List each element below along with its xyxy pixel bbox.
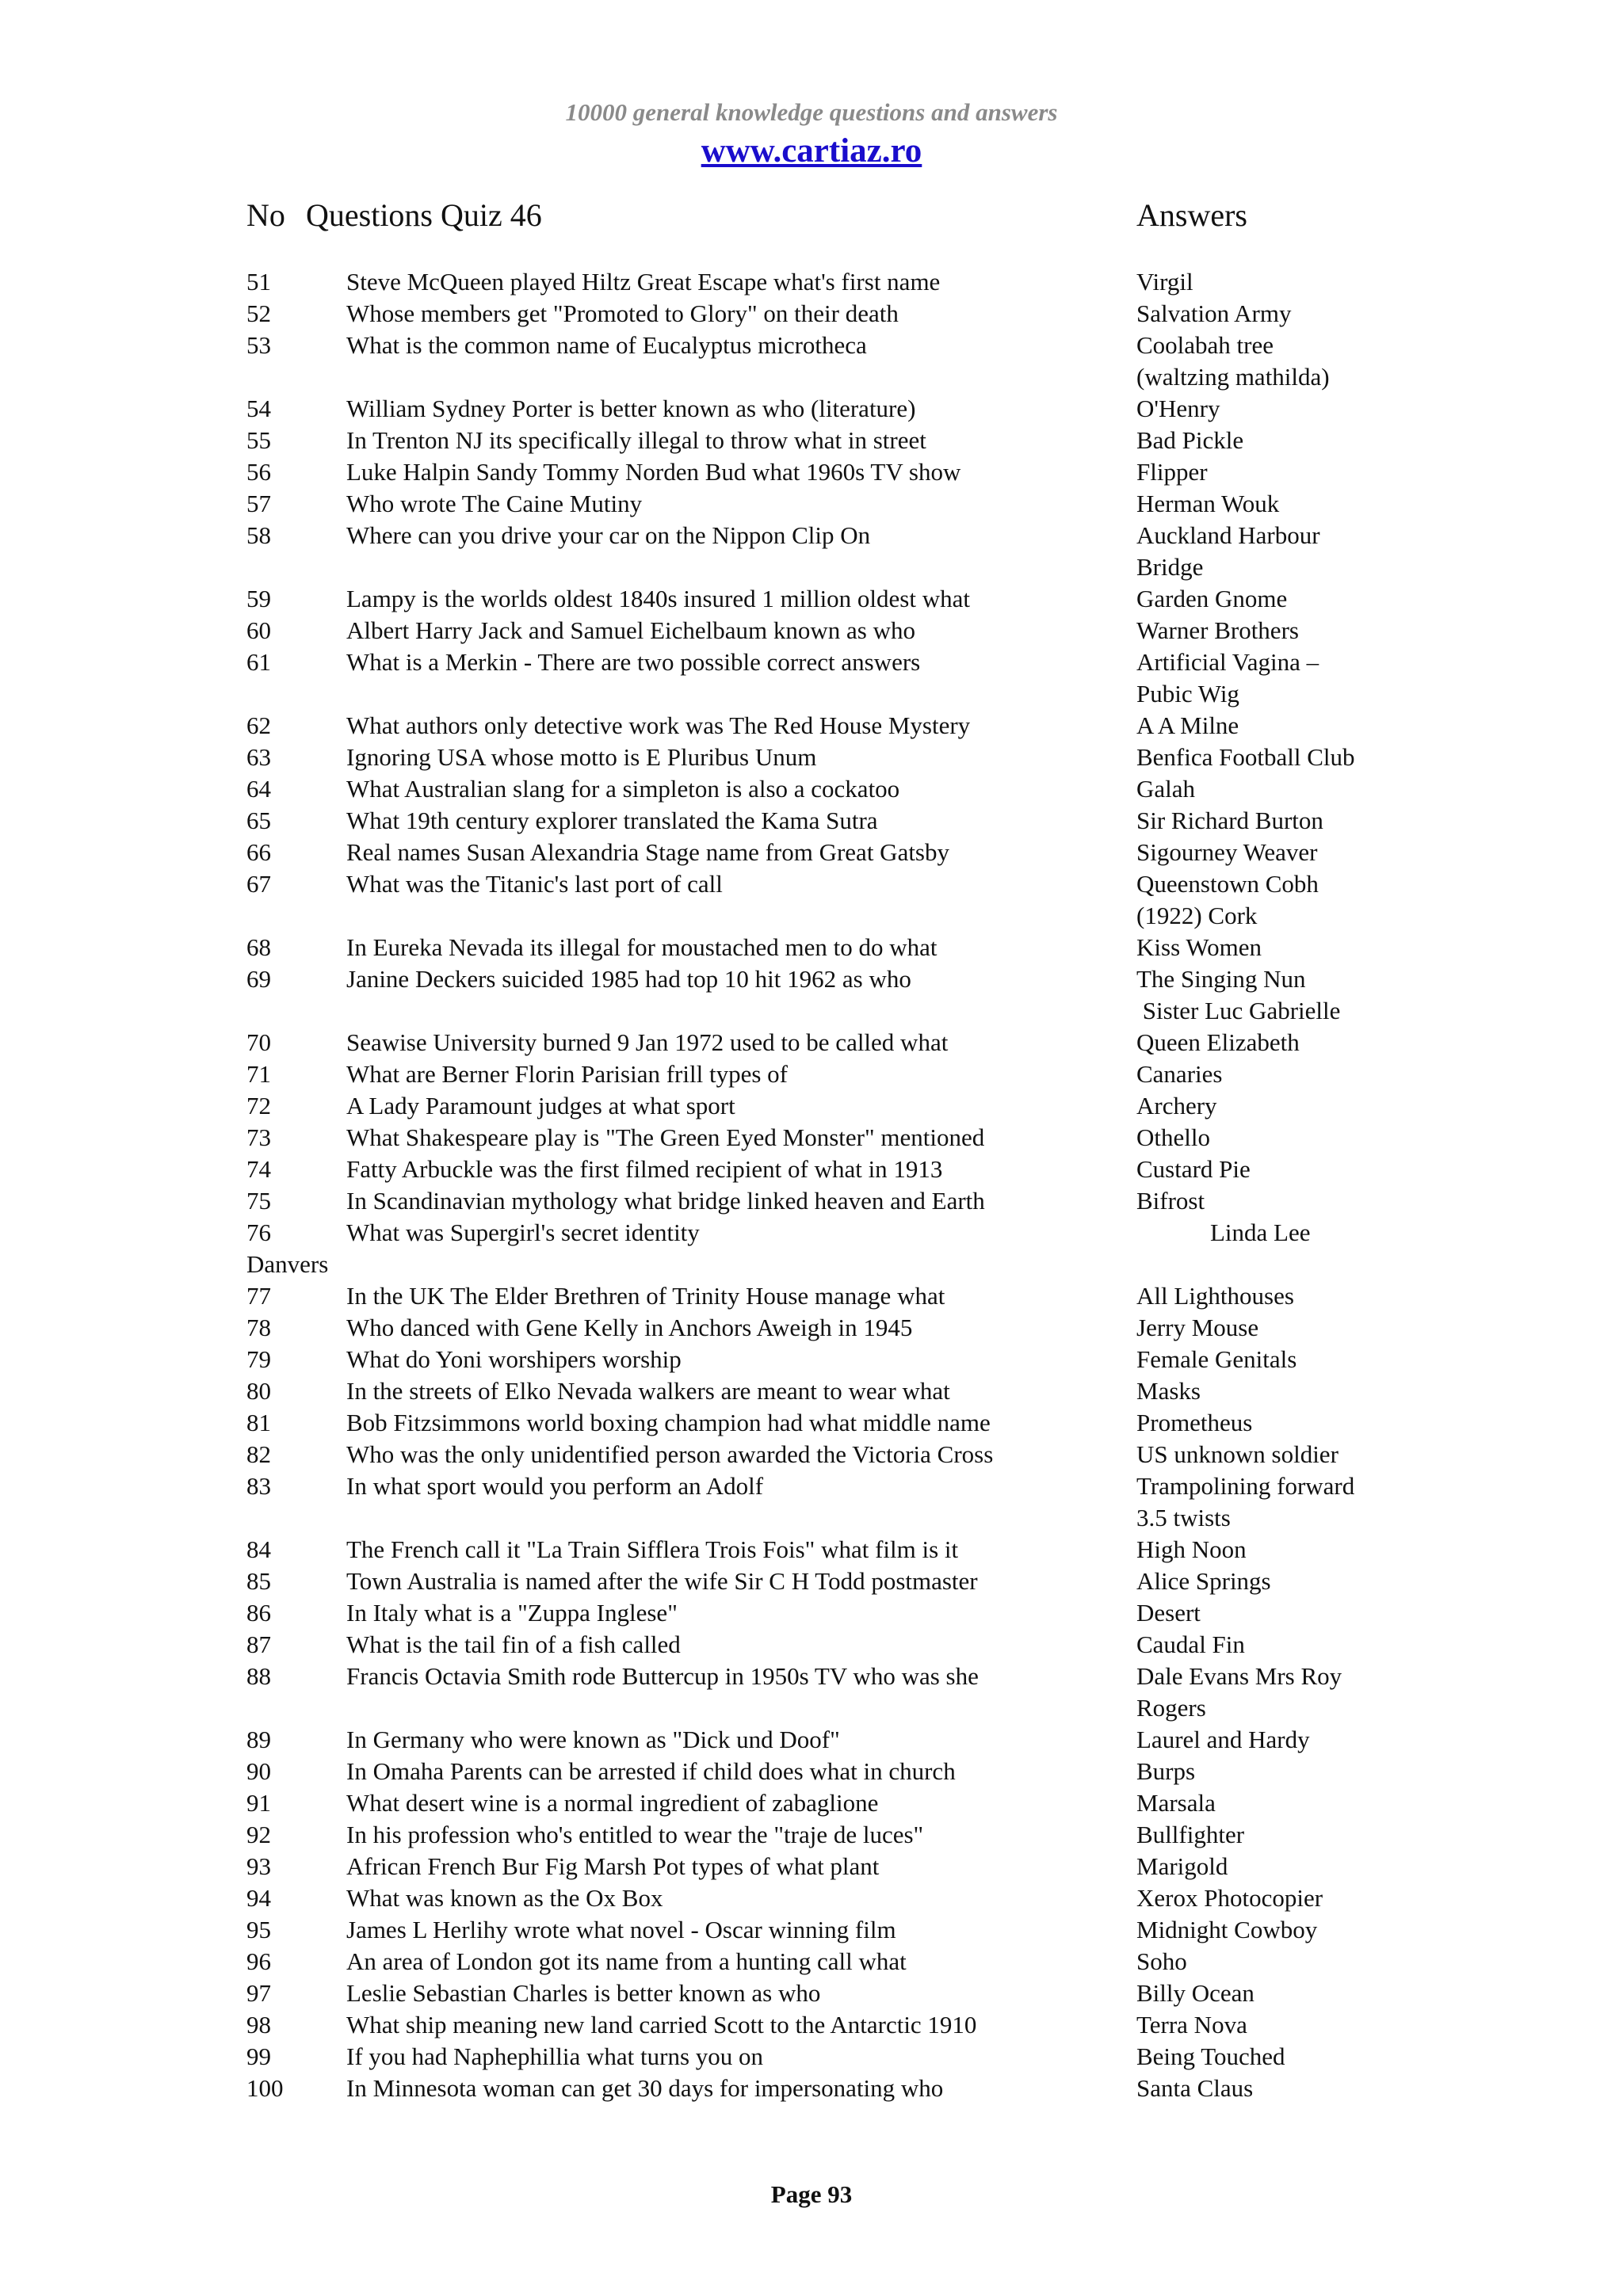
table-row: [0, 1154, 1623, 1185]
table-row: [0, 456, 1623, 488]
table-row: [0, 1914, 1623, 1946]
table-row: [0, 330, 1623, 393]
table-row: [0, 1851, 1623, 1882]
table-row: [0, 1724, 1623, 1756]
question-text: Leslie Sebastian Charles is better known as who: [346, 1979, 821, 2007]
answer-text: A A Milne: [1136, 711, 1239, 739]
question-text: What authors only detective work was The Red House Mystery: [346, 711, 971, 739]
answer-text: Santa Claus: [1136, 2074, 1254, 2102]
question-number: 95: [246, 1916, 271, 1943]
question-number: 62: [246, 711, 271, 739]
answer-text: Prometheus: [1136, 1409, 1253, 1436]
table-row: [0, 1661, 1623, 1724]
question-text: In the streets of Elko Nevada walkers are meant to wear what: [346, 1377, 950, 1405]
table-row: [0, 1090, 1623, 1122]
question-number: 64: [246, 775, 271, 803]
question-text: What are Berner Florin Parisian frill types of: [346, 1060, 788, 1088]
answer-text: Being Touched: [1136, 2042, 1285, 2070]
question-text: Fatty Arbuckle was the first filmed recipient of what in 1913: [346, 1155, 943, 1183]
table-row: [0, 615, 1623, 646]
table-row: [0, 1787, 1623, 1819]
question-text: In Scandinavian mythology what bridge linked heaven and Earth: [346, 1187, 985, 1215]
question-number: 78: [246, 1314, 271, 1341]
answer-text: Canaries: [1136, 1060, 1223, 1088]
answer-text: Alice Springs: [1136, 1567, 1271, 1595]
question-number: 73: [246, 1123, 271, 1151]
question-number: 70: [246, 1028, 271, 1056]
question-number: 75: [246, 1187, 271, 1215]
answer-text: Bad Pickle: [1136, 426, 1244, 454]
question-number: 63: [246, 743, 271, 771]
table-row: [0, 1946, 1623, 1978]
question-text: What is the tail fin of a fish called: [346, 1630, 681, 1658]
table-row: [0, 1597, 1623, 1629]
answer-text: Archery: [1136, 1092, 1217, 1119]
table-row: [0, 1566, 1623, 1597]
table-row: [0, 425, 1623, 456]
answer-text: Benfica Football Club: [1136, 743, 1355, 771]
answer-text: O'Henry: [1136, 395, 1220, 422]
question-number: 56: [246, 458, 271, 486]
website-link[interactable]: www.cartiaz.ro: [701, 132, 922, 170]
question-number: 93: [246, 1852, 271, 1880]
answer-text: Flipper: [1136, 458, 1208, 486]
question-text: An area of London got its name from a hunting call what: [346, 1947, 907, 1975]
column-header-no: No: [246, 197, 285, 233]
question-text: In Italy what is a "Zuppa Inglese": [346, 1599, 678, 1627]
answer-text: Jerry Mouse: [1136, 1314, 1259, 1341]
answer-text: Dale Evans Mrs Roy: [1136, 1662, 1342, 1690]
table-row: [0, 393, 1623, 425]
question-text: In his profession who's entitled to wear the "traje de luces": [346, 1821, 924, 1848]
table-row: [0, 298, 1623, 330]
question-text: Seawise University burned 9 Jan 1972 used to be called what: [346, 1028, 949, 1056]
question-text: In what sport would you perform an Adolf: [346, 1472, 764, 1500]
table-row: [0, 1217, 1623, 1280]
question-text: What is a Merkin - There are two possible correct answers: [346, 648, 921, 676]
answer-text-wrapped: Danvers: [246, 1250, 329, 1278]
question-text: What Australian slang for a simpleton is also a cockatoo: [346, 775, 900, 803]
question-number: 84: [246, 1535, 271, 1563]
question-number: 69: [246, 965, 271, 993]
answer-text: High Noon: [1136, 1535, 1247, 1563]
question-number: 74: [246, 1155, 271, 1183]
table-row: [0, 1534, 1623, 1566]
table-row: [0, 1312, 1623, 1344]
question-text: Bob Fitzsimmons world boxing champion had what middle name: [346, 1409, 991, 1436]
page-number: Page 93: [770, 2180, 853, 2208]
answer-text: Terra Nova: [1136, 2011, 1247, 2039]
answer-text: (waltzing mathilda): [1136, 363, 1330, 391]
question-number: 53: [246, 331, 271, 359]
answer-text: Garden Gnome: [1136, 585, 1288, 612]
column-header-questions: Questions Quiz 46: [306, 197, 542, 233]
answer-text: Desert: [1136, 1599, 1201, 1627]
question-text: What was known as the Ox Box: [346, 1884, 663, 1912]
question-number: 58: [246, 521, 271, 549]
table-row: [0, 710, 1623, 742]
question-number: 77: [246, 1282, 271, 1310]
table-row: [0, 773, 1623, 805]
answer-text: Female Genitals: [1136, 1345, 1297, 1373]
question-text: Who wrote The Caine Mutiny: [346, 490, 643, 517]
question-number: 86: [246, 1599, 271, 1627]
question-text: Real names Susan Alexandria Stage name from Great Gatsby: [346, 838, 949, 866]
table-row: [0, 646, 1623, 710]
question-text: Where can you drive your car on the Nippon Clip On: [346, 521, 871, 549]
question-text: What was the Titanic's last port of call: [346, 870, 723, 898]
question-text: Albert Harry Jack and Samuel Eichelbaum known as who: [346, 616, 915, 644]
answer-text: Soho: [1136, 1947, 1187, 1975]
question-number: 66: [246, 838, 271, 866]
answer-text: Coolabah tree: [1136, 331, 1274, 359]
answer-text: Marsala: [1136, 1789, 1216, 1817]
table-row: [0, 932, 1623, 963]
table-row: [0, 1882, 1623, 1914]
table-row: [0, 805, 1623, 837]
question-number: 68: [246, 933, 271, 961]
question-text: William Sydney Porter is better known as who (literature): [346, 395, 916, 422]
question-number: 60: [246, 616, 271, 644]
table-row: [0, 1122, 1623, 1154]
table-row: [0, 1629, 1623, 1661]
table-row: [0, 742, 1623, 773]
table-row: [0, 583, 1623, 615]
question-text: In Eureka Nevada its illegal for moustached men to do what: [346, 933, 938, 961]
question-text: What Shakespeare play is "The Green Eyed Monster" mentioned: [346, 1123, 985, 1151]
answer-text: US unknown soldier: [1136, 1440, 1338, 1468]
question-text: What was Supergirl's secret identity: [346, 1219, 700, 1246]
question-text: What 19th century explorer translated the Kama Sutra: [346, 807, 878, 834]
question-text: In Germany who were known as "Dick und Doof": [346, 1726, 840, 1753]
question-text: In Trenton NJ its specifically illegal to throw what in street: [346, 426, 926, 454]
question-number: 83: [246, 1472, 271, 1500]
question-text: A Lady Paramount judges at what sport: [346, 1092, 735, 1119]
question-text: Town Australia is named after the wife Sir C H Todd postmaster: [346, 1567, 978, 1595]
question-number: 88: [246, 1662, 271, 1690]
answer-text: Rogers: [1136, 1694, 1206, 1722]
answer-text: Othello: [1136, 1123, 1210, 1151]
answer-text: Linda Lee: [1136, 1219, 1311, 1246]
question-text: African French Bur Fig Marsh Pot types of what plant: [346, 1852, 880, 1880]
question-text: Whose members get "Promoted to Glory" on their death: [346, 299, 899, 327]
question-text: Janine Deckers suicided 1985 had top 10 hit 1962 as who: [346, 965, 911, 993]
column-header-answers: Answers: [1136, 197, 1247, 233]
answer-text: Virgil: [1136, 268, 1193, 296]
answer-text: (1922) Cork: [1136, 902, 1258, 929]
question-number: 92: [246, 1821, 271, 1848]
question-number: 59: [246, 585, 271, 612]
question-number: 71: [246, 1060, 271, 1088]
question-text: What ship meaning new land carried Scott to the Antarctic 1910: [346, 2011, 977, 2039]
question-text: Francis Octavia Smith rode Buttercup in 1950s TV who was she: [346, 1662, 979, 1690]
answer-text: Salvation Army: [1136, 299, 1292, 327]
question-number: 67: [246, 870, 271, 898]
question-text: In Minnesota woman can get 30 days for impersonating who: [346, 2074, 944, 2102]
table-row: [0, 1407, 1623, 1439]
answer-text: Bridge: [1136, 553, 1204, 581]
table-row: [0, 266, 1623, 298]
question-text: Lampy is the worlds oldest 1840s insured 1 million oldest what: [346, 585, 970, 612]
table-row: [0, 868, 1623, 932]
answer-text: Sigourney Weaver: [1136, 838, 1318, 866]
table-row: [0, 520, 1623, 583]
question-text: Steve McQueen played Hiltz Great Escape what's first name: [346, 268, 941, 296]
answer-text: Burps: [1136, 1757, 1196, 1785]
question-number: 82: [246, 1440, 271, 1468]
question-text: If you had Naphephillia what turns you on: [346, 2042, 764, 2070]
question-number: 91: [246, 1789, 271, 1817]
question-number: 65: [246, 807, 271, 834]
answer-text: Midnight Cowboy: [1136, 1916, 1318, 1943]
question-text: What do Yoni worshipers worship: [346, 1345, 682, 1373]
answer-text: Queen Elizabeth: [1136, 1028, 1300, 1056]
table-row: [0, 1185, 1623, 1217]
question-number: 89: [246, 1726, 271, 1753]
answer-text: Bifrost: [1136, 1187, 1205, 1215]
question-text: In Omaha Parents can be arrested if child does what in church: [346, 1757, 956, 1785]
question-number: 51: [246, 268, 271, 296]
question-number: 90: [246, 1757, 271, 1785]
question-text: Luke Halpin Sandy Tommy Norden Bud what 1960s TV show: [346, 458, 961, 486]
question-number: 97: [246, 1979, 271, 2007]
answer-text: Marigold: [1136, 1852, 1228, 1880]
answer-text: Herman Wouk: [1136, 490, 1280, 517]
answer-text: Kiss Women: [1136, 933, 1262, 961]
table-row: [0, 963, 1623, 1027]
question-text: In the UK The Elder Brethren of Trinity House manage what: [346, 1282, 945, 1310]
question-number: 94: [246, 1884, 271, 1912]
table-row: [0, 2009, 1623, 2041]
answer-text: Queenstown Cobh: [1136, 870, 1319, 898]
question-number: 81: [246, 1409, 271, 1436]
answer-text: Sir Richard Burton: [1136, 807, 1323, 834]
table-row: [0, 1058, 1623, 1090]
question-number: 61: [246, 648, 271, 676]
question-number: 98: [246, 2011, 271, 2039]
question-text: What desert wine is a normal ingredient of zabaglione: [346, 1789, 879, 1817]
answer-text: The Singing Nun: [1136, 965, 1306, 993]
question-number: 52: [246, 299, 271, 327]
answer-text: Trampolining forward: [1136, 1472, 1355, 1500]
question-number: 99: [246, 2042, 271, 2070]
question-text: Ignoring USA whose motto is E Pluribus Unum: [346, 743, 817, 771]
answer-text: Masks: [1136, 1377, 1201, 1405]
table-row: [0, 1280, 1623, 1312]
answer-text: Caudal Fin: [1136, 1630, 1245, 1658]
table-row: [0, 1978, 1623, 2009]
question-number: 57: [246, 490, 271, 517]
question-text: What is the common name of Eucalyptus microtheca: [346, 331, 867, 359]
answer-text: Pubic Wig: [1136, 680, 1239, 707]
answer-text: Auckland Harbour: [1136, 521, 1320, 549]
table-row: [0, 1819, 1623, 1851]
table-row: [0, 488, 1623, 520]
question-number: 76: [246, 1219, 271, 1246]
question-number: 72: [246, 1092, 271, 1119]
quiz-table: [0, 266, 1623, 2104]
question-number: 85: [246, 1567, 271, 1595]
table-row: [0, 1756, 1623, 1787]
answer-text: Artificial Vagina –: [1136, 648, 1319, 676]
question-text: Who was the only unidentified person awarded the Victoria Cross: [346, 1440, 994, 1468]
question-text: The French call it "La Train Sifflera Trois Fois" what film is it: [346, 1535, 959, 1563]
question-number: 79: [246, 1345, 271, 1373]
table-row: [0, 1375, 1623, 1407]
answer-text: Custard Pie: [1136, 1155, 1251, 1183]
table-row: [0, 1470, 1623, 1534]
answer-text: Warner Brothers: [1136, 616, 1299, 644]
question-text: James L Herlihy wrote what novel - Oscar winning film: [346, 1916, 896, 1943]
answer-text: Bullfighter: [1136, 1821, 1245, 1848]
answer-text: 3.5 twists: [1136, 1504, 1231, 1531]
table-row: [0, 1344, 1623, 1375]
table-row: [0, 1439, 1623, 1470]
answer-text: Galah: [1136, 775, 1196, 803]
question-number: 96: [246, 1947, 271, 1975]
question-number: 80: [246, 1377, 271, 1405]
answer-text: Laurel and Hardy: [1136, 1726, 1310, 1753]
answer-text: Xerox Photocopier: [1136, 1884, 1323, 1912]
answer-text: Billy Ocean: [1136, 1979, 1254, 2007]
answer-text: All Lighthouses: [1136, 1282, 1294, 1310]
table-row: [0, 1027, 1623, 1058]
question-text: Who danced with Gene Kelly in Anchors Aweigh in 1945: [346, 1314, 913, 1341]
table-row: [0, 2073, 1623, 2104]
question-number: 100: [246, 2074, 284, 2102]
document-subtitle: 10000 general knowledge questions and answers: [565, 98, 1058, 126]
question-number: 54: [246, 395, 271, 422]
table-row: [0, 2041, 1623, 2073]
question-number: 55: [246, 426, 271, 454]
question-number: 87: [246, 1630, 271, 1658]
answer-text: Sister Luc Gabrielle: [1136, 997, 1341, 1024]
table-row: [0, 837, 1623, 868]
